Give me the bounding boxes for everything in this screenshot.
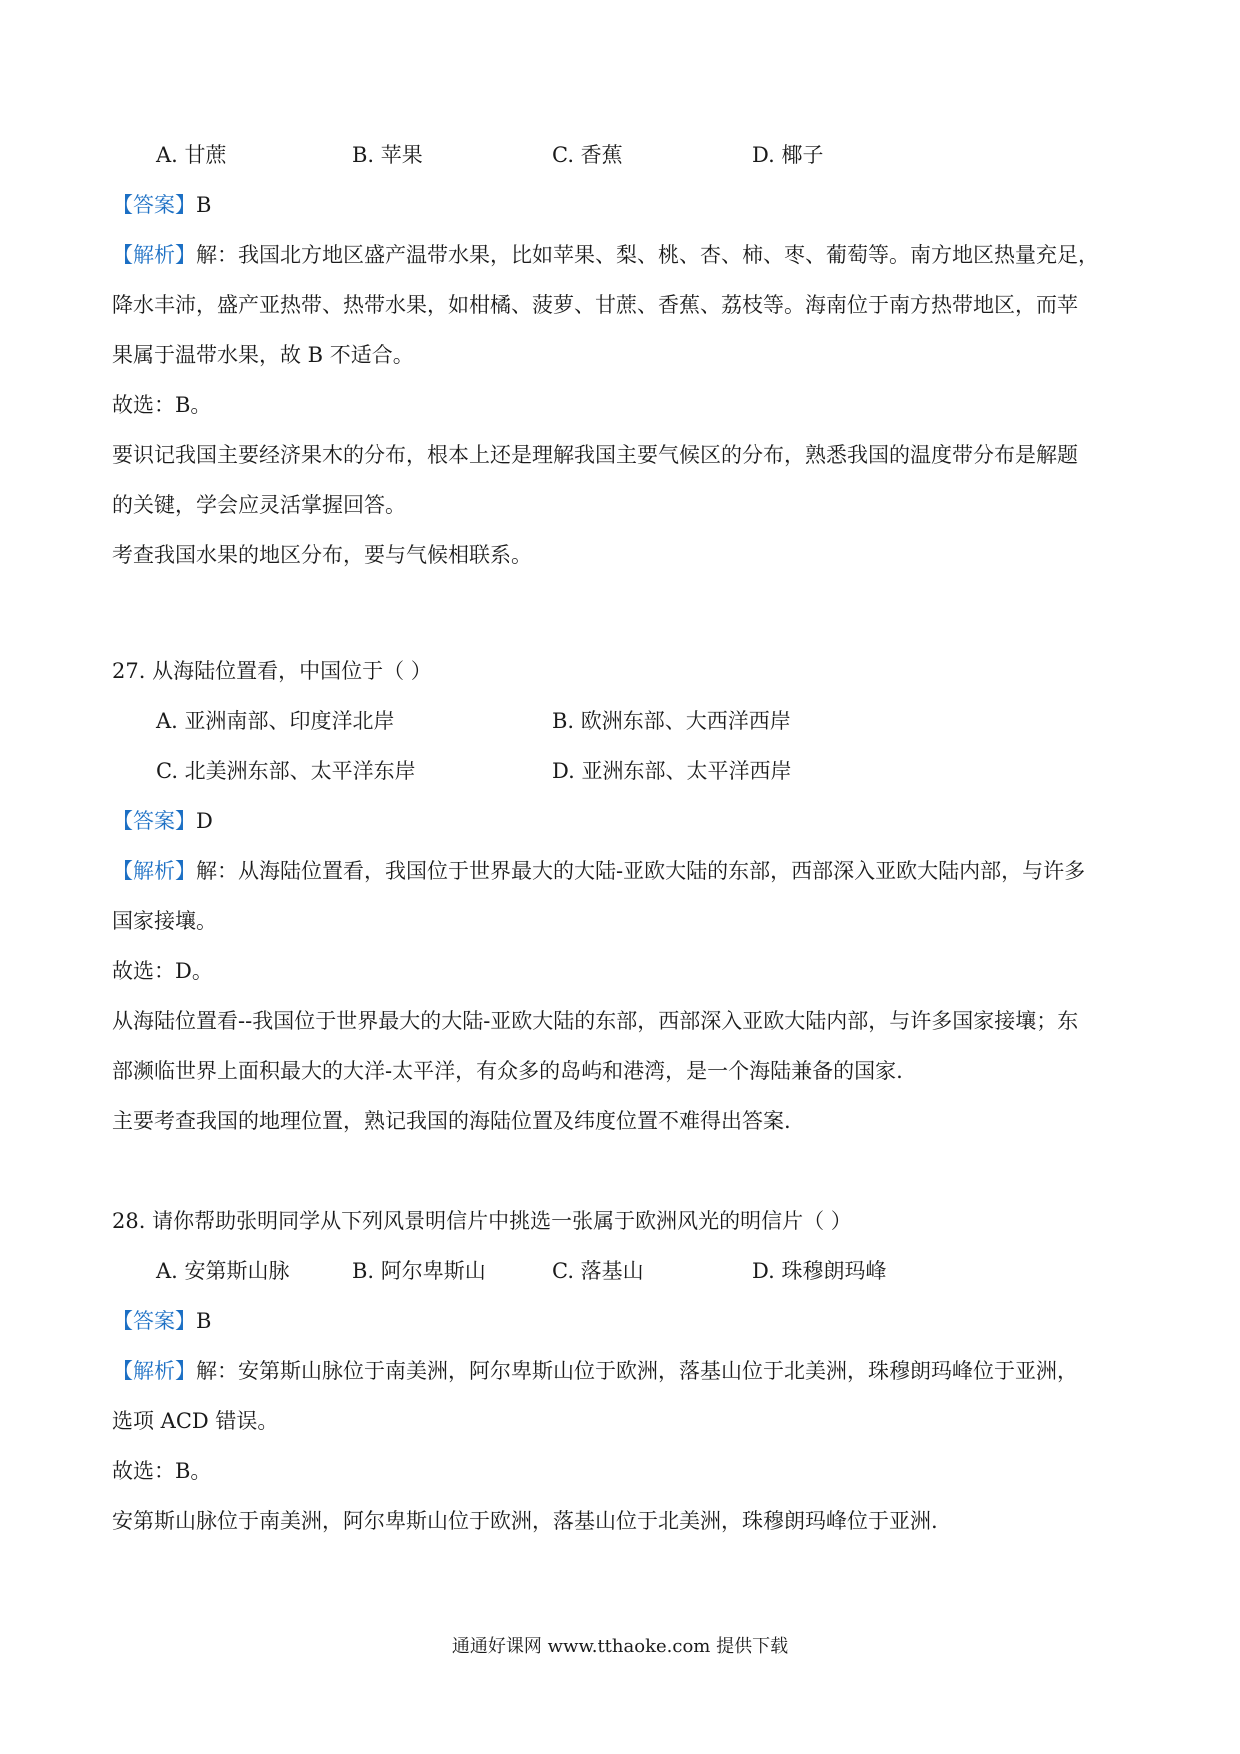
- answer-tag: 【答案】: [112, 809, 196, 833]
- choice-line: 故选：B。: [112, 393, 212, 417]
- note-line: 从海陆位置看--我国位于世界最大的大陆-亚欧大陆的东部，西部深入亚欧大陆内部，与许多国家接壤；东: [112, 1009, 1079, 1033]
- page-footer: 通通好课网 www.tthaoke.com 提供下载: [451, 1636, 789, 1657]
- answer-tag: 【答案】: [112, 193, 196, 217]
- note-line: 的关键，学会应灵活掌握回答。: [112, 493, 406, 517]
- option-a: A. 亚洲南部、印度洋北岸: [156, 709, 395, 733]
- note-line: 考查我国水果的地区分布，要与气候相联系。: [112, 543, 532, 567]
- analysis-text: 解：从海陆位置看，我国位于世界最大的大陆-亚欧大陆的东部，西部深入亚欧大陆内部，与许多: [196, 859, 1086, 883]
- answer-value: B: [196, 1309, 212, 1333]
- answer-line: [112, 806, 213, 836]
- answer-line: [112, 190, 211, 220]
- option-b: B. 阿尔卑斯山: [352, 1259, 486, 1283]
- answer-line: [112, 1306, 211, 1336]
- answer-value: B: [196, 193, 212, 217]
- option-d: D. 亚洲东部、太平洋西岸: [552, 759, 792, 783]
- question-stem: 28. 请你帮助张明同学从下列风景明信片中挑选一张属于欧洲风光的明信片（ ）: [112, 1209, 852, 1233]
- option-a: A. 甘蔗: [156, 143, 227, 167]
- analysis-text: 解：安第斯山脉位于南美洲，阿尔卑斯山位于欧洲，落基山位于北美洲，珠穆朗玛峰位于亚洲，: [196, 1359, 1078, 1383]
- note-line: 安第斯山脉位于南美洲，阿尔卑斯山位于欧洲，落基山位于北美洲，珠穆朗玛峰位于亚洲.: [112, 1509, 938, 1533]
- option-c: C. 香蕉: [552, 143, 623, 167]
- analysis-tag: 【解析】: [112, 243, 196, 267]
- note-line: 要识记我国主要经济果木的分布，根本上还是理解我国主要气候区的分布，熟悉我国的温度带分布是解题: [112, 443, 1078, 467]
- answer-value: D: [196, 809, 213, 833]
- answer-tag: 【答案】: [112, 1309, 196, 1333]
- option-d: D. 椰子: [752, 143, 824, 167]
- analysis-line: [112, 240, 1099, 270]
- note-line: 主要考查我国的地理位置，熟记我国的海陆位置及纬度位置不难得出答案.: [112, 1109, 791, 1133]
- option-c: C. 北美洲东部、太平洋东岸: [156, 759, 416, 783]
- option-a: A. 安第斯山脉: [156, 1259, 290, 1283]
- choice-line: 故选：D。: [112, 959, 213, 983]
- analysis-text: 解：我国北方地区盛产温带水果，比如苹果、梨、桃、杏、柿、枣、葡萄等。南方地区热量充足，: [196, 243, 1099, 267]
- analysis-text: 国家接壤。: [112, 909, 217, 933]
- question-stem: 27. 从海陆位置看，中国位于（ ）: [112, 659, 432, 683]
- analysis-tag: 【解析】: [112, 1359, 196, 1383]
- analysis-text: 果属于温带水果，故 B 不适合。: [112, 343, 414, 367]
- option-c: C. 落基山: [552, 1259, 644, 1283]
- analysis-text: 降水丰沛，盛产亚热带、热带水果，如柑橘、菠萝、甘蔗、香蕉、荔枝等。海南位于南方热带地区，而苹: [112, 293, 1078, 317]
- analysis-line: [112, 856, 1085, 886]
- option-d: D. 珠穆朗玛峰: [752, 1259, 887, 1283]
- analysis-line: [112, 1356, 1078, 1386]
- option-b: B. 苹果: [352, 143, 423, 167]
- note-line: 部濒临世界上面积最大的大洋-太平洋，有众多的岛屿和港湾，是一个海陆兼备的国家.: [112, 1059, 903, 1083]
- option-b: B. 欧洲东部、大西洋西岸: [552, 709, 791, 733]
- analysis-tag: 【解析】: [112, 859, 196, 883]
- analysis-text: 选项 ACD 错误。: [112, 1409, 279, 1433]
- choice-line: 故选：B。: [112, 1459, 212, 1483]
